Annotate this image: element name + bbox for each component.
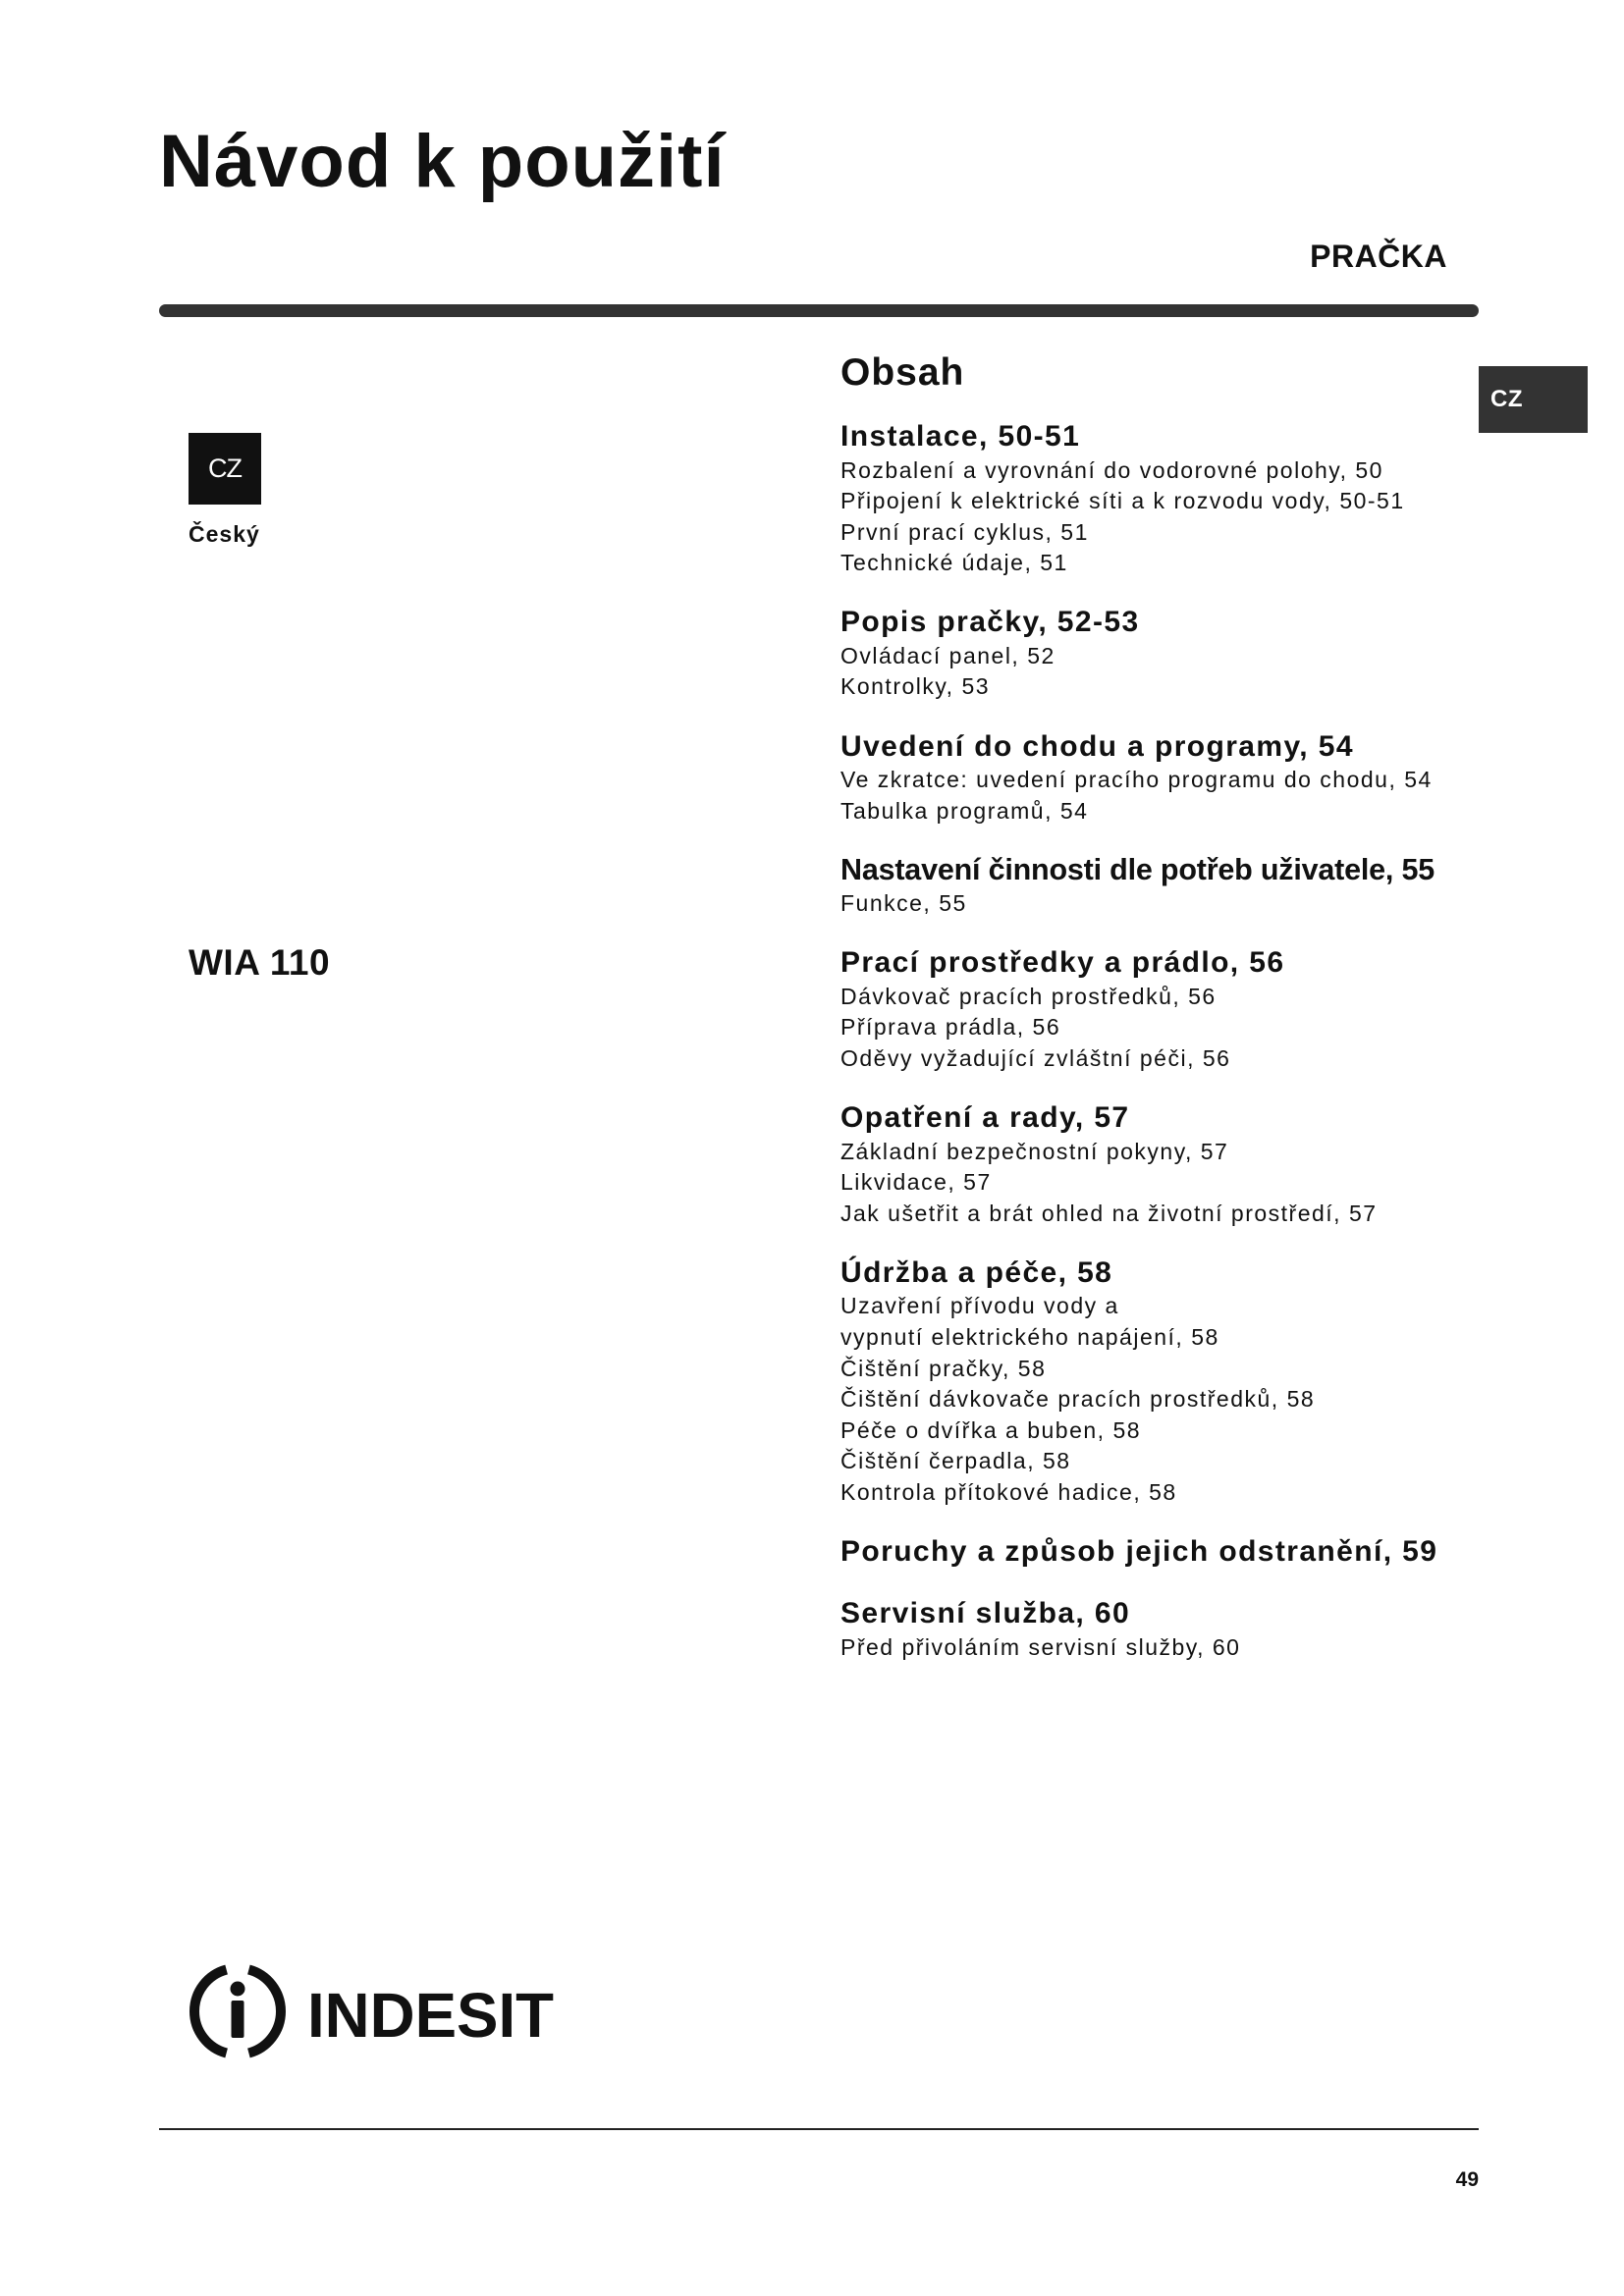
section-heading: Popis pračky, 52-53 xyxy=(840,606,1140,639)
header-divider xyxy=(159,304,1479,317)
logo-wordmark: INDESIT xyxy=(307,1980,554,2051)
list-item: Čištění pračky, 58 xyxy=(840,1355,1047,1381)
table-of-contents xyxy=(840,350,1606,1663)
logo-i-stem xyxy=(232,2001,244,2038)
list-item: Čištění čerpadla, 58 xyxy=(840,1448,1071,1474)
contents-section-maintenance xyxy=(840,1255,1606,1509)
contents-section-service xyxy=(840,1595,1606,1663)
list-item: První prací cyklus, 51 xyxy=(840,518,1089,545)
page-number: 49 xyxy=(1455,2168,1479,2191)
contents-section-troubleshooting xyxy=(840,1533,1606,1571)
footer-divider xyxy=(159,2128,1479,2130)
list-item: Ve zkratce: uvedení pracího programu do chodu, 54 xyxy=(840,767,1433,793)
contents-section-start-and-programmes xyxy=(840,728,1606,828)
language-name: Český xyxy=(189,521,260,547)
list-item: Ovládací panel, 52 xyxy=(840,642,1056,668)
document-title: Návod k použití xyxy=(159,120,726,203)
list-item: Rozbalení a vyrovnání do vodorovné polohy, 50 xyxy=(840,456,1383,483)
contents-section-installation xyxy=(840,418,1606,579)
section-heading: Servisní služba, 60 xyxy=(840,1597,1131,1630)
section-heading: Údržba a péče, 58 xyxy=(840,1255,1113,1289)
section-heading: Prací prostředky a prádlo, 56 xyxy=(840,946,1285,980)
contents-section-personalisation xyxy=(840,852,1606,920)
section-heading: Nastavení činnosti dle potřeb uživatele, 55 xyxy=(840,852,1435,886)
list-item: Jak ušetřit a brát ohled na životní prostředí, 57 xyxy=(840,1200,1378,1226)
contents-title: Obsah xyxy=(840,351,965,394)
list-item: Kontrola přítokové hadice, 58 xyxy=(840,1478,1177,1505)
model-number: WIA 110 xyxy=(189,942,331,983)
product-name: PRAČKA xyxy=(1310,239,1447,274)
logo-i-dot xyxy=(231,1982,245,1997)
section-heading: Instalace, 50-51 xyxy=(840,420,1081,453)
list-item: Čištění dávkovače pracích prostředků, 58 xyxy=(840,1386,1316,1413)
list-item: Péče o dvířka a buben, 58 xyxy=(840,1416,1142,1443)
list-item: Funkce, 55 xyxy=(840,890,967,917)
list-item: Uzavření přívodu vody a xyxy=(840,1293,1119,1319)
list-item: Technické údaje, 51 xyxy=(840,550,1068,576)
indesit-logo xyxy=(187,1958,569,2066)
list-item: Připojení k elektrické síti a k rozvodu vody, 50-51 xyxy=(840,488,1405,514)
list-item: Tabulka programů, 54 xyxy=(840,797,1089,824)
list-item: Dávkovač pracích prostředků, 56 xyxy=(840,983,1217,1009)
section-heading: Opatření a rady, 57 xyxy=(840,1101,1130,1135)
list-item: Kontrolky, 53 xyxy=(840,673,991,700)
list-item: Základní bezpečnostní pokyny, 57 xyxy=(840,1138,1229,1164)
section-heading: Uvedení do chodu a programy, 54 xyxy=(840,729,1354,763)
list-item: Likvidace, 57 xyxy=(840,1169,992,1196)
contents-section-detergents-and-laundry xyxy=(840,944,1606,1074)
list-item: Oděvy vyžadující zvláštní péči, 56 xyxy=(840,1045,1231,1072)
section-heading: Poruchy a způsob jejich odstranění, 59 xyxy=(840,1535,1438,1569)
contents-section-description xyxy=(840,604,1606,703)
language-side-tab-label: CZ xyxy=(1490,386,1523,412)
language-badge xyxy=(189,433,261,505)
contents-section-precautions xyxy=(840,1099,1606,1229)
language-badge-code: CZ xyxy=(208,454,242,483)
list-item: Příprava prádla, 56 xyxy=(840,1014,1061,1041)
list-item: Před přivoláním servisní služby, 60 xyxy=(840,1633,1241,1660)
list-item: vypnutí elektrického napájení, 58 xyxy=(840,1324,1219,1350)
